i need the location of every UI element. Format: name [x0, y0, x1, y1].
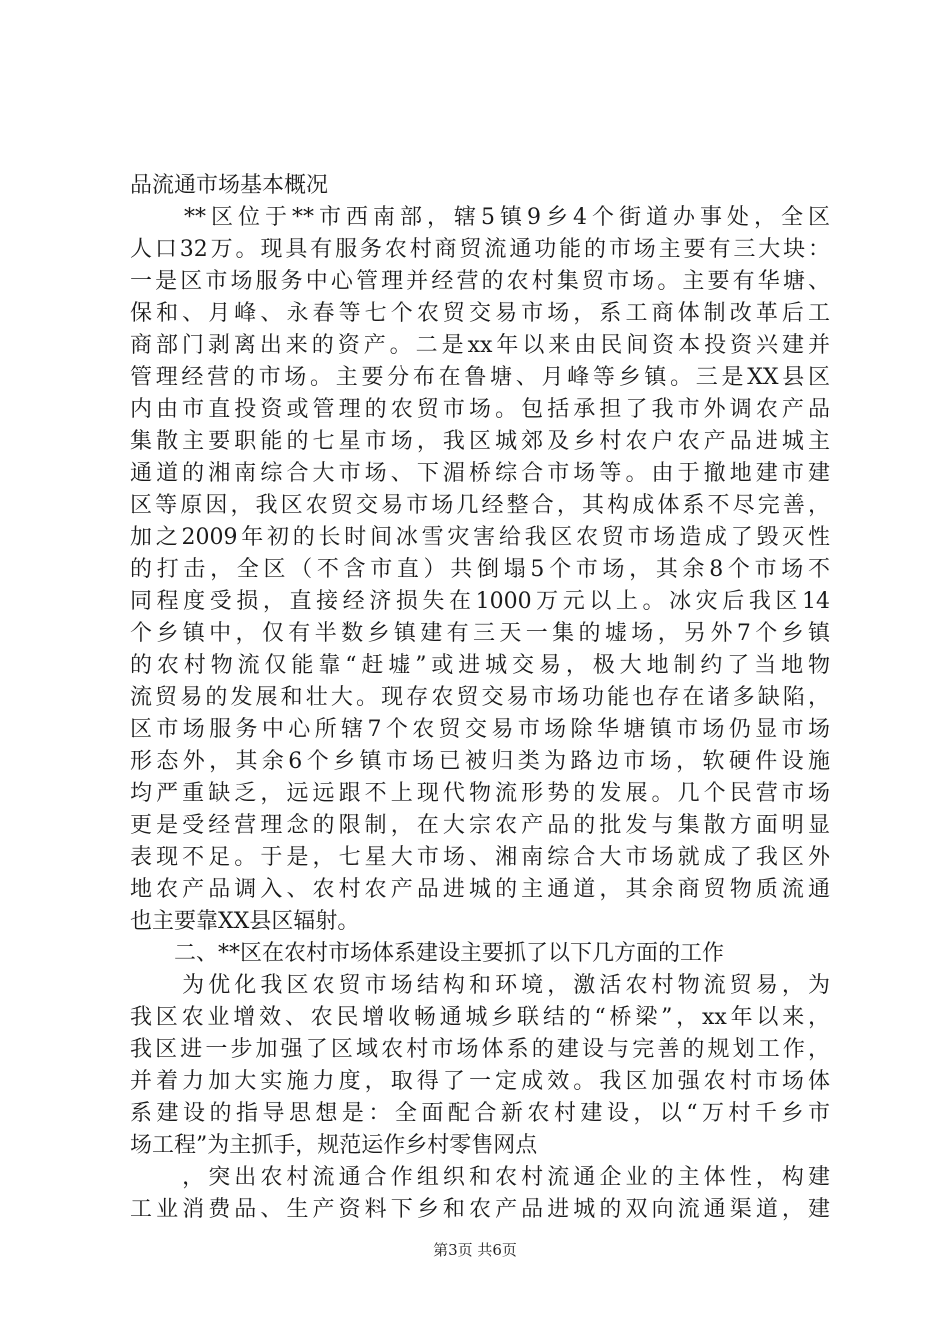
- text-line-23: 地农产品调入、农村农产品进城的主通道，其余商贸物质流通: [130, 877, 830, 902]
- text-line-11: 区等原因，我区农贸交易市场几经整合，其构成体系不尽完善，: [130, 493, 830, 518]
- text-line-8: 内由市直投资或管理的农贸市场。包括承担了我市外调农产品: [130, 397, 830, 422]
- text-line-33: 工业消费品、生产资料下乡和农产品进城的双向流通渠道，建: [130, 1197, 830, 1222]
- text-line-24: 也主要靠XX县区辐射。: [130, 909, 360, 934]
- text-line-31: 场工程”为主抓手，规范运作乡村零售网点: [130, 1133, 538, 1158]
- text-line-5: 保和、月峰、永春等七个农贸交易市场，系工商体制改革后工: [130, 301, 830, 326]
- text-line-18: 区市场服务中心所辖7个农贸交易市场除华塘镇市场仍显市场: [130, 717, 830, 742]
- text-line-29: 并着力加大实施力度，取得了一定成效。我区加强农村市场体: [130, 1069, 830, 1094]
- text-line-13: 的打击，全区（不含市直）共倒塌5个市场，其余8个市场不: [130, 557, 830, 582]
- document-body: [130, 170, 830, 1226]
- text-line-14: 同程度受损，直接经济损失在1000万元以上。冰灾后我区14: [130, 589, 830, 614]
- text-line-22: 表现不足。于是，七星大市场、湘南综合大市场就成了我区外: [130, 845, 830, 870]
- text-line-9: 集散主要职能的七星市场，我区城郊及乡村农户农产品进城主: [130, 429, 830, 454]
- text-line-2: **区位于**市西南部，辖5镇9乡4个街道办事处，全区: [130, 205, 830, 230]
- text-line-27: 我区农业增效、农民增收畅通城乡联结的“桥梁”，xx年以来，: [130, 1005, 830, 1030]
- text-line-16: 的农村物流仅能靠“赶墟”或进城交易，极大地制约了当地物: [130, 653, 830, 678]
- text-line-30: 系建设的指导思想是：全面配合新农村建设，以“万村千乡市: [130, 1101, 830, 1126]
- page-number-footer: 第3页 共6页: [433, 1241, 517, 1259]
- text-line-19: 形态外，其余6个乡镇市场已被归类为路边市场，软硬件设施: [130, 749, 830, 774]
- text-line-17: 流贸易的发展和壮大。现存农贸交易市场功能也存在诸多缺陷，: [130, 685, 830, 710]
- text-line-12: 加之2009年初的长时间冰雪灾害给我区农贸市场造成了毁灭性: [130, 525, 830, 550]
- text-line-6: 商部门剥离出来的资产。二是xx年以来由民间资本投资兴建并: [130, 333, 830, 358]
- text-line-15: 个乡镇中，仅有半数乡镇建有三天一集的墟场，另外7个乡镇: [130, 621, 830, 646]
- text-line-7: 管理经营的市场。主要分布在鲁塘、月峰等乡镇。三是XX县区: [130, 365, 830, 390]
- text-line-10: 通道的湘南综合大市场、下湄桥综合市场等。由于撤地建市建: [130, 461, 830, 486]
- section-heading: 二、**区在农村市场体系建设主要抓了以下几方面的工作: [130, 941, 725, 966]
- text-line-20: 均严重缺乏，远远跟不上现代物流形势的发展。几个民营市场: [130, 781, 830, 806]
- text-line-4: 一是区市场服务中心管理并经营的农村集贸市场。主要有华塘、: [130, 269, 830, 294]
- text-line-28: 我区进一步加强了区域农村市场体系的建设与完善的规划工作，: [130, 1037, 830, 1062]
- text-line-1: 品流通市场基本概况: [130, 173, 329, 198]
- text-line-21: 更是受经营理念的限制，在大宗农产品的批发与集散方面明显: [130, 813, 830, 838]
- text-line-3: 人口32万。现具有服务农村商贸流通功能的市场主要有三大块：: [130, 237, 830, 262]
- text-line-32: ，突出农村流通合作组织和农村流通企业的主体性，构建: [130, 1165, 830, 1190]
- text-line-26: 为优化我区农贸市场结构和环境，激活农村物流贸易，为: [130, 973, 830, 998]
